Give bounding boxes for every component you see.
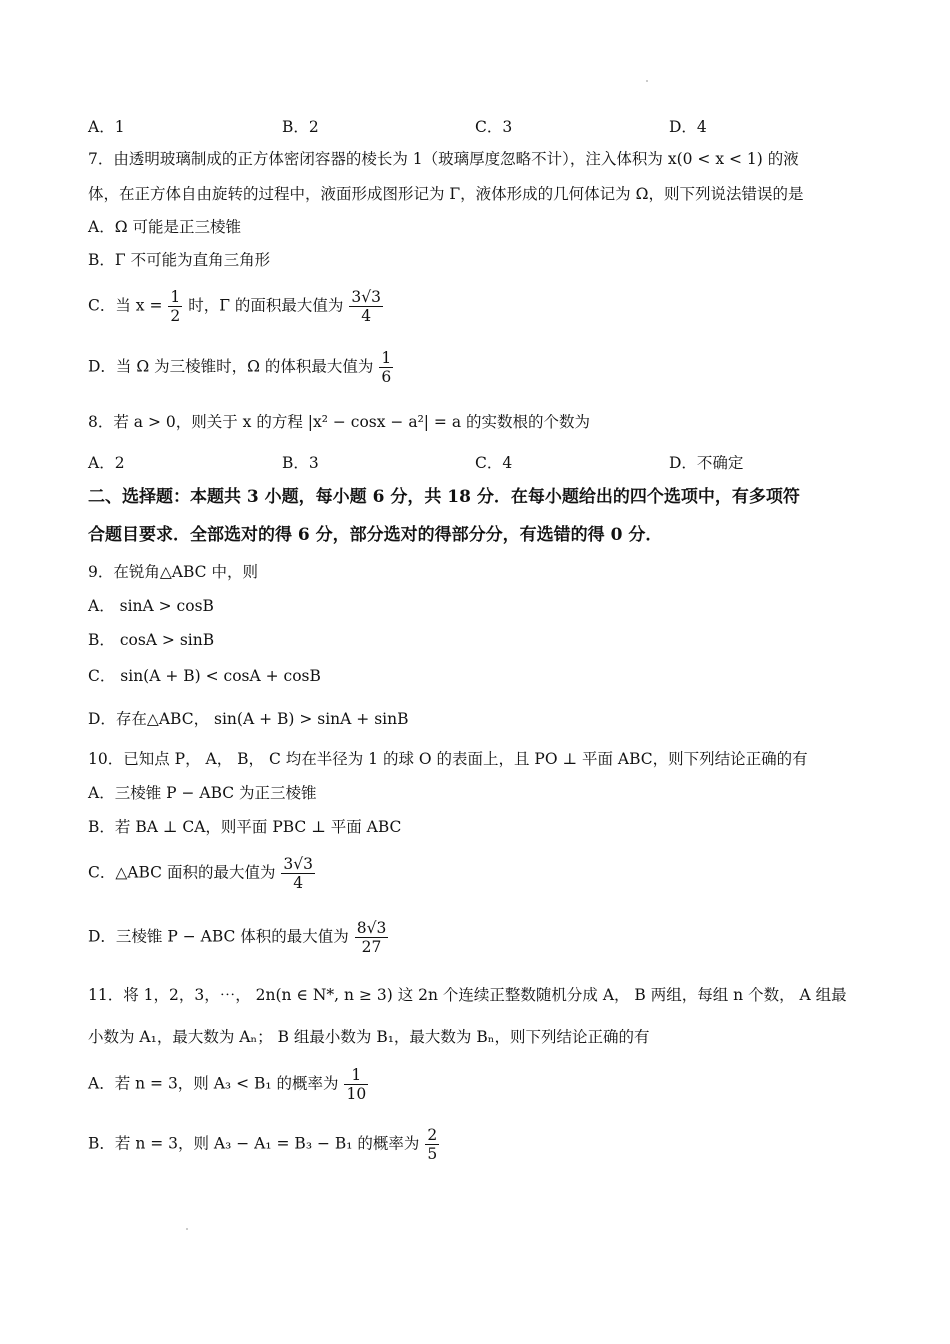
q10-option-a: A．三棱锥 P − ABC 为正三棱锥 [88, 784, 317, 802]
q10-d-fraction: $\frac{8√3}{27}$ [356, 919, 387, 956]
q9-option-a: A． sinA > cosB [88, 597, 214, 615]
q7-d-prefix: D．当 Ω 为三棱锥时，Ω 的体积最大值为 [88, 357, 374, 376]
q11-option-a [88, 1066, 369, 1103]
q10-d-prefix: D．三棱锥 P − ABC 体积的最大值为 [88, 927, 349, 946]
q6-option-a: A．1 [88, 118, 125, 136]
q8-option-b: B．3 [282, 454, 319, 472]
q9-option-d: D．存在△ABC， sin(A + B) > sinA + sinB [88, 710, 409, 728]
q8-option-a: A．2 [88, 454, 125, 472]
q7-d-fraction: $\frac{1}{6}$ [381, 349, 392, 386]
q11-a-prefix: A．若 n = 3，则 A₃ < B₁ 的概率为 [88, 1074, 339, 1093]
q7-option-b: B．Γ 不可能为直角三角形 [88, 251, 271, 269]
q7-c-fraction-x: $\frac{1}{2}$ [170, 288, 181, 325]
q9-stem: 9．在锐角△ABC 中，则 [88, 563, 258, 581]
q6-option-c: C．3 [475, 118, 513, 136]
q6-option-b: B．2 [282, 118, 319, 136]
q7-option-d [88, 349, 394, 386]
q7-c-middle: 时，Γ 的面积最大值为 [188, 296, 344, 315]
q11-b-prefix: B．若 n = 3，则 A₃ − A₁ = B₃ − B₁ 的概率为 [88, 1134, 420, 1153]
q9-option-b: B． cosA > sinB [88, 631, 215, 649]
q10-option-c [88, 855, 316, 892]
section2-heading-line2: 合题目要求．全部选对的得 6 分，部分选对的得部分分，有选错的得 0 分． [88, 525, 663, 545]
scan-dot [186, 1228, 188, 1230]
q8-option-d: D．不确定 [669, 454, 744, 472]
q11-b-fraction: $\frac{2}{5}$ [427, 1126, 438, 1163]
q10-stem: 10．已知点 P， A， B， C 均在半径为 1 的球 O 的表面上，且 PO ⊥ 平面 ABC，则下列结论正确的有 [88, 750, 808, 768]
q7-option-c [88, 288, 384, 325]
section2-heading-line1: 二、选择题：本题共 3 小题，每小题 6 分，共 18 分．在每小题给出的四个选项中，有多项符 [88, 487, 800, 507]
q11-option-b [88, 1126, 440, 1163]
q7-stem-line1: 7．由透明玻璃制成的正方体密闭容器的棱长为 1（玻璃厚度忽略不计），注入体积为 x(0 < x < 1) 的液 [88, 150, 799, 168]
q8-stem: 8．若 a > 0，则关于 x 的方程 |x² − cosx − a²| = a 的实数根的个数为 [88, 413, 591, 431]
q11-stem-line2: 小数为 A₁，最大数为 Aₙ； B 组最小数为 B₁，最大数为 Bₙ，则下列结论正确的有 [88, 1028, 650, 1046]
q10-c-prefix: C．△ABC 面积的最大值为 [88, 863, 276, 882]
q10-c-fraction: $\frac{3√3}{4}$ [283, 855, 313, 892]
q9-option-c: C． sin(A + B) < cosA + cosB [88, 667, 321, 685]
q10-option-d [88, 919, 389, 956]
q11-stem-line1: 11．将 1，2，3，⋯， 2n(n ∈ N*, n ≥ 3) 这 2n 个连续正整数随机分成 A， B 两组，每组 n 个数， A 组最 [88, 986, 847, 1004]
q11-a-fraction: $\frac{1}{10}$ [346, 1066, 367, 1103]
q7-c-fraction-area: $\frac{3√3}{4}$ [351, 288, 381, 325]
q6-option-d: D．4 [669, 118, 707, 136]
q7-stem-line2: 体，在正方体自由旋转的过程中，液面形成图形记为 Γ，液体形成的几何体记为 Ω，则下列说法错误的是 [88, 185, 804, 203]
q7-option-a: A．Ω 可能是正三棱锥 [88, 218, 241, 236]
scan-dot [646, 80, 648, 82]
q8-option-c: C．4 [475, 454, 513, 472]
q7-c-prefix: C．当 x = [88, 296, 163, 315]
q10-option-b: B．若 BA ⊥ CA，则平面 PBC ⊥ 平面 ABC [88, 818, 402, 836]
